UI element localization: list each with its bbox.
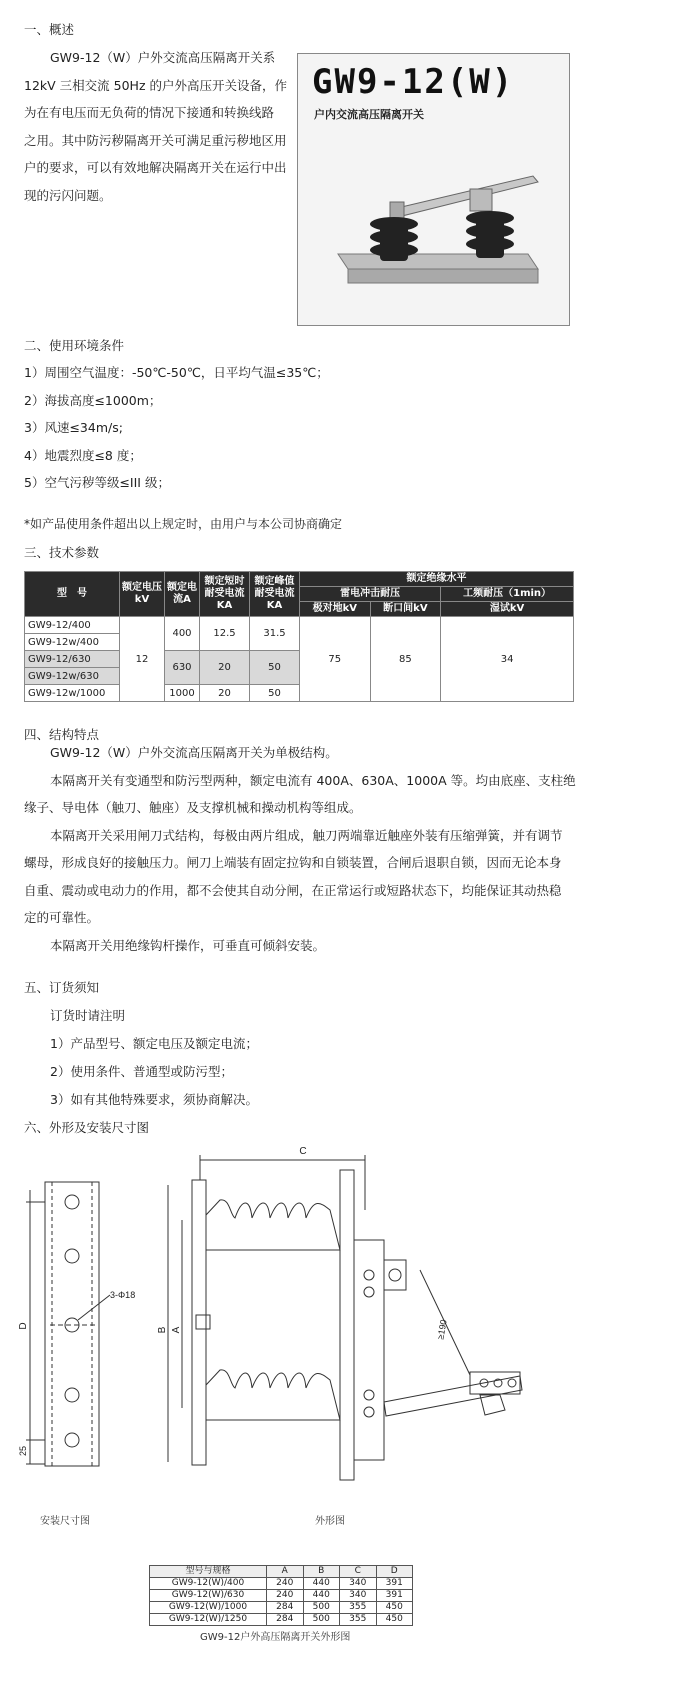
overview-line: 为在有电压而无负荷的情况下接通和转换线路 [24, 105, 275, 120]
dims-header: C [340, 1566, 377, 1578]
condition-item: 5）空气污秽等级≤III 级； [24, 475, 170, 490]
dimension-drawing [0, 1140, 695, 1540]
usage-note: *如产品使用条件超出以上规定时，由用户与本公司协商确定 [24, 517, 343, 531]
dim-label-b: B [157, 1326, 168, 1334]
dims-cell: 284 [267, 1614, 304, 1626]
dim-label-25: 25 [18, 1445, 28, 1457]
dim-label-d: D [18, 1322, 29, 1330]
product-photo [297, 53, 570, 326]
spec-short: 20 [200, 651, 250, 685]
switch-illustration [298, 54, 569, 325]
structure-line: 螺母，形成良好的接触压力。闸刀上端装有固定拉钩和自锁装置，合闸后退职自锁，因而无论本身 [24, 855, 562, 870]
spec-header-short: 额定短时耐受电流KA [200, 572, 250, 617]
structure-text [24, 739, 584, 959]
product-photo-title: GW9-12(W) [312, 62, 515, 102]
spec-model: GW9-12w/1000 [25, 685, 120, 702]
dims-cell: 500 [303, 1602, 340, 1614]
dims-cell: GW9-12(W)/630 [150, 1590, 267, 1602]
dims-cell: 450 [376, 1614, 413, 1626]
dims-cell: 284 [267, 1602, 304, 1614]
product-photo-subtitle: 户内交流高压隔离开关 [314, 108, 424, 121]
dims-cell: 355 [340, 1602, 377, 1614]
section-heading-order: 五、订货须知 [24, 980, 100, 995]
spec-model: GW9-12w/400 [25, 634, 120, 651]
structure-line: 本隔离开关有变通型和防污型两种，额定电流有 400A、630A、1000A 等。均由底座、支柱绝 [50, 772, 576, 788]
spec-header-lightning: 雷电冲击耐压 [300, 587, 441, 602]
section-heading-conditions: 二、使用环境条件 [24, 338, 125, 353]
spec-model: GW9-12/400 [25, 617, 120, 634]
section-heading-drawing: 六、外形及安装尺寸图 [24, 1120, 150, 1135]
dims-cell: 391 [376, 1578, 413, 1590]
spec-header-insulation: 额定绝缘水平 [300, 572, 574, 587]
structure-line: 自重、震动或电动力的作用，都不会使其自动分闸，在正常运行或短路状态下，均能保证其动热稳 [24, 882, 562, 898]
order-item: 2）使用条件、普通型或防污型； [50, 1064, 233, 1079]
structure-line: 定的可靠性。 [24, 910, 100, 925]
condition-item: 2）海拔高度≤1000m； [24, 393, 162, 408]
spec-ground: 75 [300, 617, 371, 702]
dims-cell: 340 [340, 1590, 377, 1602]
dims-cell: 440 [303, 1578, 340, 1590]
condition-item: 4）地震烈度≤8 度； [24, 448, 142, 463]
structure-line: GW9-12（W）户外交流高压隔离开关为单极结构。 [50, 745, 338, 760]
spec-peak: 50 [250, 685, 300, 702]
spec-wet: 34 [441, 617, 574, 702]
spec-break: 85 [370, 617, 441, 702]
dim-label-c: C [299, 1146, 307, 1157]
structure-line: 本隔离开关采用闸刀式结构，每极由两片组成，触刀两端靠近触座外装有压缩弹簧，并有调节 [50, 827, 563, 843]
section-heading-specs: 三、技术参数 [24, 545, 100, 560]
spec-current: 630 [165, 651, 200, 685]
spec-current: 1000 [165, 685, 200, 702]
overview-line: 户的要求，可以有效地解决隔离开关在运行中出 [24, 160, 287, 175]
overview-line: GW9-12（W）户外交流高压隔离开关系 [50, 50, 276, 65]
dims-cell: 240 [267, 1590, 304, 1602]
dims-header: D [376, 1566, 413, 1578]
spec-peak: 50 [250, 651, 300, 685]
dims-cell: GW9-12(W)/400 [150, 1578, 267, 1590]
section-heading-overview: 一、概述 [24, 22, 75, 37]
overview-line: 现的污闪问题。 [24, 187, 112, 203]
dims-cell: GW9-12(W)/1250 [150, 1614, 267, 1626]
dims-header: 型号与规格 [150, 1566, 267, 1578]
spec-header-current: 额定电流A [165, 572, 200, 617]
spec-header-break: 断口间kV [370, 602, 441, 617]
spec-header-power: 工频耐压（1min） [441, 587, 574, 602]
spec-header-wet: 湿试kV [441, 602, 574, 617]
overview-line: 12kV 三相交流 50Hz 的户外高压开关设备，作 [24, 77, 287, 93]
dims-header: B [303, 1566, 340, 1578]
overview-text [24, 44, 294, 209]
spec-short: 12.5 [200, 617, 250, 651]
dimensions-table [149, 1565, 413, 1626]
dims-cell: GW9-12(W)/1000 [150, 1602, 267, 1614]
order-item: 3）如有其他特殊要求，须协商解决。 [50, 1092, 258, 1107]
caption-install: 安装尺寸图 [40, 1516, 90, 1527]
order-item: 1）产品型号、额定电压及额定电流； [50, 1036, 258, 1051]
order-intro: 订货时请注明 [50, 1008, 126, 1023]
spec-table [24, 571, 574, 702]
section-heading-structure: 四、结构特点 [24, 727, 100, 742]
dim-label-190: ≥190 [435, 1318, 449, 1341]
spec-header-peak: 额定峰值耐受电流KA [250, 572, 300, 617]
dims-cell: 440 [303, 1590, 340, 1602]
structure-line: 缘子、导电体（触刀、触座）及支撑机械和操动机构等组成。 [24, 800, 362, 815]
condition-item: 1）周围空气温度：-50℃-50℃，日平均气温≤35℃； [24, 365, 329, 380]
caption-outline: 外形图 [315, 1516, 345, 1527]
dims-cell: 500 [303, 1614, 340, 1626]
structure-line: 本隔离开关用绝缘钩杆操作，可垂直可倾斜安装。 [50, 937, 326, 953]
spec-current: 400 [165, 617, 200, 651]
spec-model: GW9-12/630 [25, 651, 120, 668]
condition-item: 3）风速≤34m/s; [24, 420, 123, 435]
dims-table-caption: GW9-12户外高压隔离开关外形图 [200, 1632, 351, 1643]
dims-header: A [267, 1566, 304, 1578]
spec-voltage: 12 [120, 617, 165, 702]
spec-model: GW9-12w/630 [25, 668, 120, 685]
spec-short: 20 [200, 685, 250, 702]
dims-cell: 355 [340, 1614, 377, 1626]
overview-line: 之用。其中防污秽隔离开关可满足重污秽地区用 [24, 132, 287, 148]
dims-cell: 340 [340, 1578, 377, 1590]
spec-header-model: 型 号 [25, 572, 120, 617]
dims-cell: 450 [376, 1602, 413, 1614]
dims-cell: 391 [376, 1590, 413, 1602]
dims-cell: 240 [267, 1578, 304, 1590]
spec-header-voltage: 额定电压kV [120, 572, 165, 617]
spec-header-ground: 极对地kV [300, 602, 371, 617]
spec-peak: 31.5 [250, 617, 300, 651]
dim-label-a: A [171, 1326, 182, 1334]
dim-label-holes: 3-Φ18 [110, 1290, 136, 1300]
